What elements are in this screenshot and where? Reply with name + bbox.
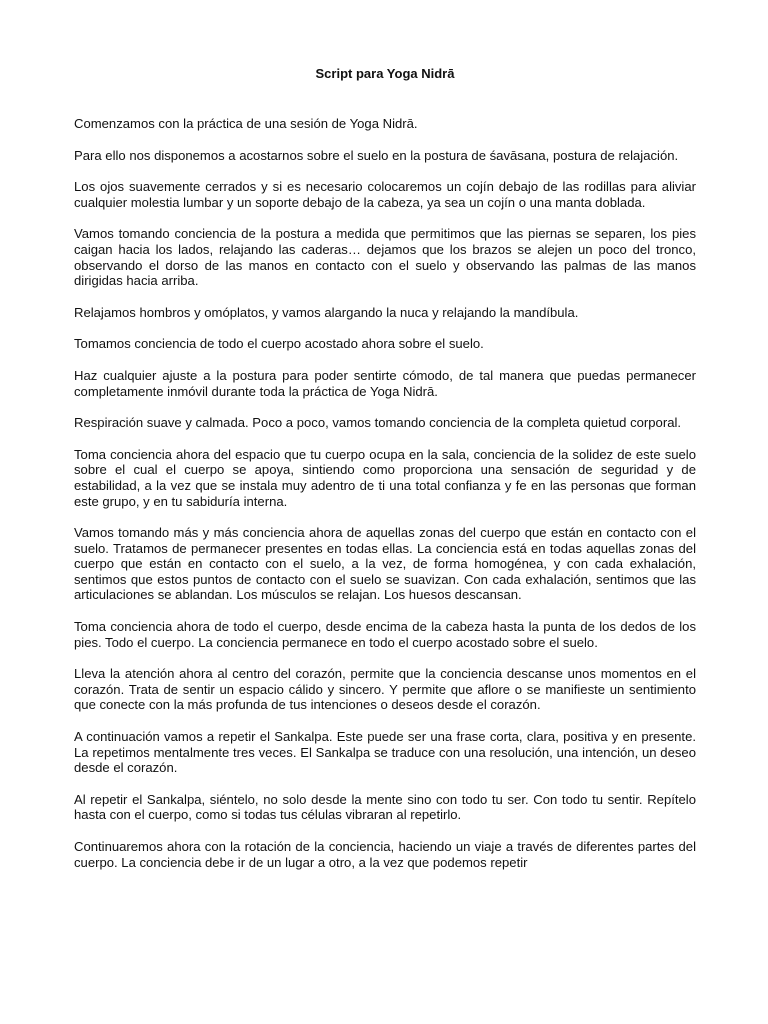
paragraph-3: Los ojos suavemente cerrados y si es necesario colocaremos un cojín debajo de las rodillas para aliviar cualquier molestia lumbar y un soporte debajo de la cabeza, ya sea un cojín o una manta doblada. bbox=[74, 179, 696, 210]
paragraph-14: Al repetir el Sankalpa, siéntelo, no solo desde la mente sino con todo tu ser. Con todo tu sentir. Repítelo hasta con el cuerpo, como si todas tus células vibraran al repetirlo. bbox=[74, 791, 696, 823]
paragraph-2: Para ello nos disponemos a acostarnos sobre el suelo en la postura de śavāsana, postura de relajación. bbox=[74, 147, 679, 163]
paragraph-9: Toma conciencia ahora del espacio que tu cuerpo ocupa en la sala, conciencia de la solidez de este suelo sobre el cual el cuerpo se apoya, sintiendo como proporciona una sensación de seguridad y de estabilidad, a la vez que se instala muy adentro de ti una total confianza y fe en las personas que forman este grupo, y en tu sabiduría interna. bbox=[74, 446, 696, 509]
paragraph-12: Lleva la atención ahora al centro del corazón, permite que la conciencia descanse unos momentos en el corazón. Trata de sentir un espacio cálido y sincero. Y permite que aflore o se manifieste un sentimiento que conecte con la más profunda de tus intenciones o deseos desde el corazón. bbox=[74, 666, 696, 713]
document-page bbox=[74, 66, 696, 886]
paragraph-13: A continuación vamos a repetir el Sankalpa. Este puede ser una frase corta, clara, positiva y en presente. La repetimos mentalmente tres veces. El Sankalpa se traduce con una resolución, una intención, un deseo desde el corazón. bbox=[74, 729, 696, 776]
paragraph-7: Haz cualquier ajuste a la postura para poder sentirte cómodo, de tal manera que puedas permanecer completamente inmóvil durante toda la práctica de Yoga Nidrā. bbox=[74, 367, 696, 399]
paragraph-8: Respiración suave y calmada. Poco a poco, vamos tomando conciencia de la completa quietud corporal. bbox=[74, 415, 682, 431]
paragraph-15: Continuaremos ahora con la rotación de la conciencia, haciendo un viaje a través de diferentes partes del cuerpo. La conciencia debe ir de un lugar a otro, a la vez que podemos repetir bbox=[74, 839, 696, 870]
paragraph-11: Toma conciencia ahora de todo el cuerpo, desde encima de la cabeza hasta la punta de los dedos de los pies. Todo el cuerpo. La conciencia permanece en todo el cuerpo acostado sobre el suelo. bbox=[74, 619, 696, 650]
document-title: Script para Yoga Nidrā bbox=[315, 66, 455, 81]
paragraph-4: Vamos tomando conciencia de la postura a medida que permitimos que las piernas se separen, los pies caigan hacia los lados, relajando las caderas… dejamos que los brazos se alejen un poco del tronco, observando el dorso de las manos en contacto con el suelo y observando las palmas de las manos dirigidas hacia arriba. bbox=[74, 226, 696, 289]
paragraph-6: Tomamos conciencia de todo el cuerpo acostado ahora sobre el suelo. bbox=[74, 336, 484, 352]
paragraph-10: Vamos tomando más y más conciencia ahora de aquellas zonas del cuerpo que están en contacto con el suelo. Tratamos de permanecer presentes en todas ellas. La conciencia está en todas aquellas zonas del cuerpo que están en contacto con el suelo, a la vez, de forma homogénea, y con cada exhalación, sentimos que estos puntos de contacto con el suelo se suavizan. Con cada exhalación, sentimos que las articulaciones se ablandan. Los músculos se relajan. Los huesos descansan. bbox=[74, 525, 696, 603]
paragraph-1: Comenzamos con la práctica de una sesión de Yoga Nidrā. bbox=[74, 116, 418, 131]
paragraph-5: Relajamos hombros y omóplatos, y vamos alargando la nuca y relajando la mandíbula. bbox=[74, 304, 579, 320]
